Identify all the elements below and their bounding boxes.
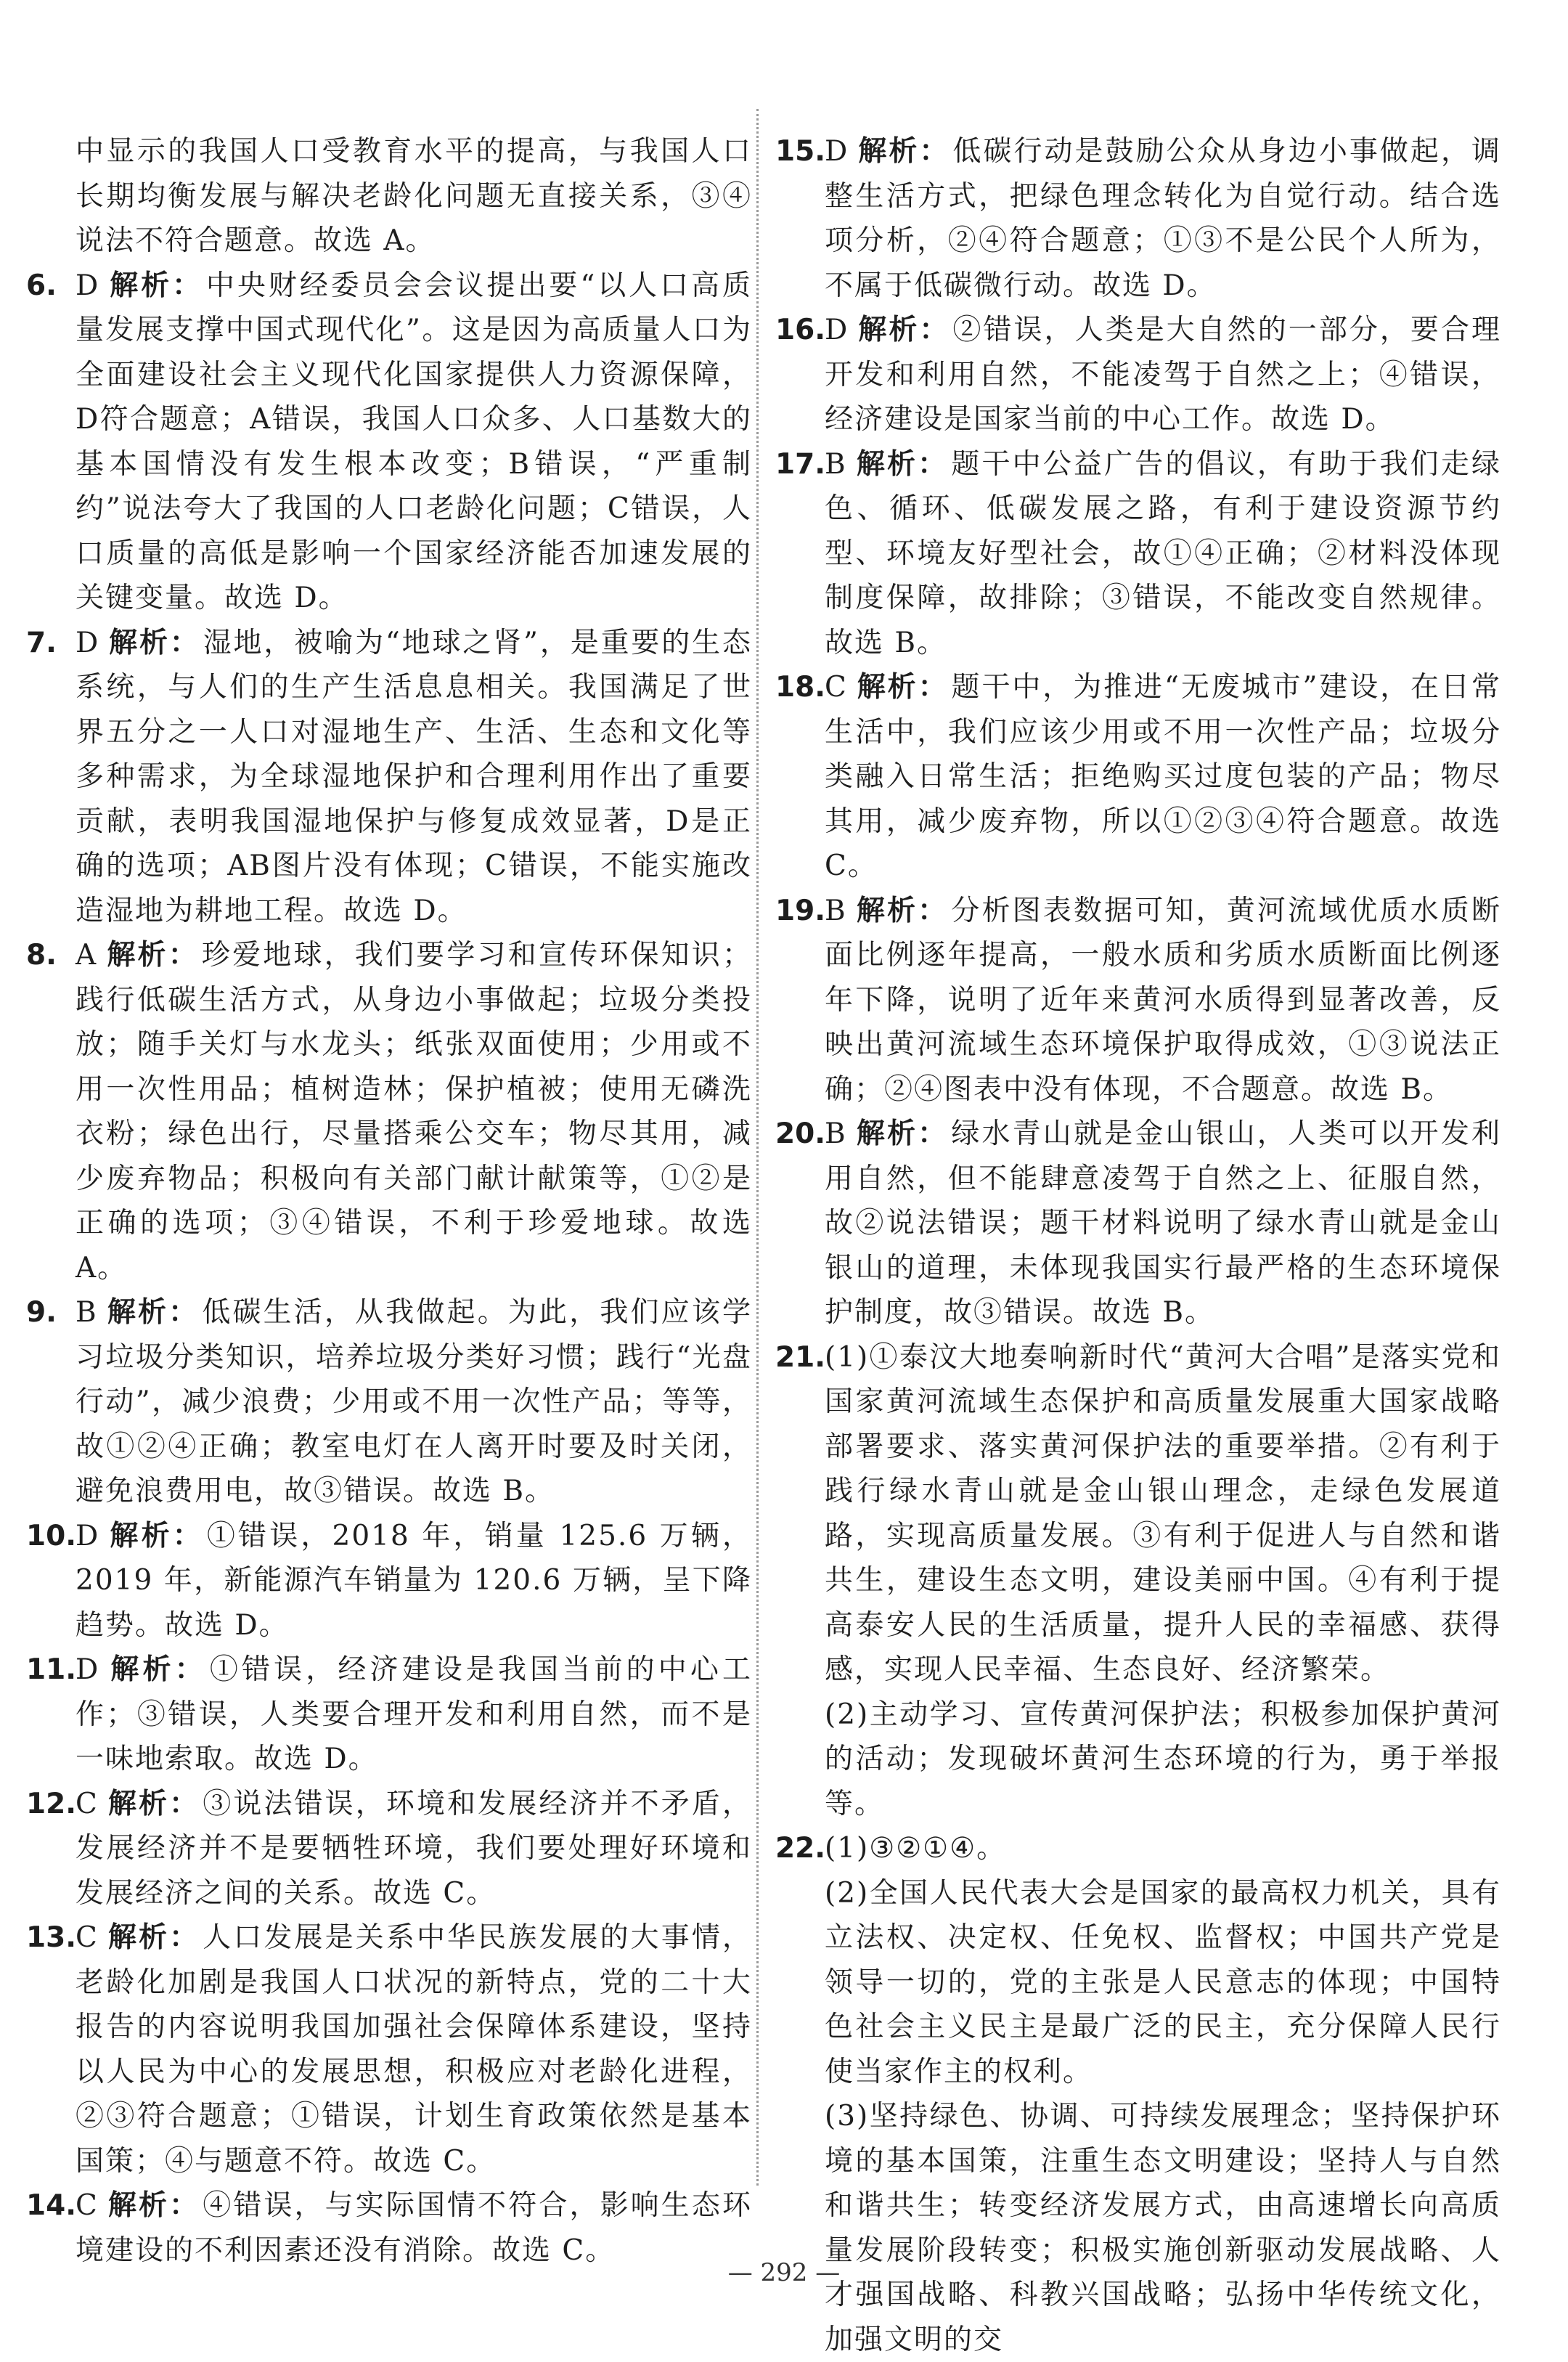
answer-text: 湿地，被喻为“地球之肾”，是重要的生态系统，与人们的生产生活息息相关。我国满足了世界五分之一人口对湿地生产、生活、生态和文化等多种需求，为全球湿地保护和合理利用作出了重要贡献，表明我国湿地保护与修复成效显著，D是正确的选项；AB图片没有体现；C错误，不能实施改造湿地为耕地工程。故选 D。: [75, 626, 752, 927]
analysis-label: 解析：: [855, 1117, 949, 1150]
answer-part-1: (1)③②①④。: [825, 1832, 1007, 1865]
answer-text: 中显示的我国人口受教育水平的提高，与我国人口长期均衡发展与解决老龄化问题无直接关系，③④说法不符合题意。故选 A。: [75, 135, 752, 257]
answer-choice: D: [825, 314, 848, 346]
answer-text: 人口发展是关系中华民族发展的大事情，老龄化加剧是我国人口状况的新特点，党的二十大报告的内容说明我国加强社会保障体系建设，坚持以人民为中心的发展思想，积极应对老龄化进程，②③符合题意；①错误，计划生育政策依然是基本国策；④与题意不符。故选 C。: [75, 1921, 752, 2178]
answer-6: [26, 264, 752, 621]
analysis-label: 解析：: [106, 1296, 200, 1329]
answer-text: ①错误，2018 年，销量 125.6 万辆，2019 年，新能源汽车销量为 120.6 万辆，呈下降趋势。故选 D。: [75, 1519, 752, 1642]
answer-choice: D: [75, 626, 99, 659]
question-number: 14.: [26, 2189, 77, 2222]
answer-choice: A: [75, 939, 97, 972]
answer-choice: D: [75, 1653, 99, 1686]
answer-21: [775, 1335, 1501, 1827]
analysis-label: 解析：: [857, 135, 950, 168]
answer-text: 低碳生活，从我做起。为此，我们应该学习垃圾分类知识，培养垃圾分类好习惯；践行“光盘行动”，减少浪费；少用或不用一次性产品；等等，故①②④正确；教室电灯在人离开时要及时关闭，避免浪费用电，故③错误。故选 B。: [75, 1296, 752, 1507]
answer-text: ②错误，人类是大自然的一部分，要合理开发和利用自然，不能凌驾于自然之上；④错误，经济建设是国家当前的中心工作。故选 D。: [825, 314, 1501, 436]
answer-choice: D: [75, 269, 99, 302]
answer-choice: C: [75, 1921, 97, 1954]
column-divider: [756, 109, 759, 2186]
answer-choice: B: [825, 447, 846, 481]
answer-text: ④错误，与实际国情不符合，影响生态环境建设的不利因素还没有消除。故选 C。: [75, 2189, 752, 2267]
answer-choice: B: [75, 1296, 97, 1329]
answer-7: [26, 621, 752, 934]
analysis-label: 解析：: [855, 447, 949, 481]
answer-15: [775, 129, 1501, 308]
question-number: 10.: [26, 1519, 77, 1552]
question-number: 16.: [775, 314, 826, 346]
question-number: 22.: [775, 1832, 826, 1865]
right-column: [775, 129, 1501, 2362]
answer-part-1: (1)①泰汶大地奏响新时代“黄河大合唱”是落实党和国家黄河流域生态保护和高质量发展重大国家战略部署要求、落实黄河保护法的重要举措。②有利于践行绿水青山就是金山银山理念，走绿色发展道路，实现高质量发展。③有利于促进人与自然和谐共生，建设生态文明，建设美丽中国。④有利于提高泰安人民的生活质量，提升人民的幸福感、获得感，实现人民幸福、生态良好、经济繁荣。: [825, 1340, 1501, 1686]
answer-continuation: [26, 129, 752, 264]
analysis-label: 解析：: [107, 1921, 200, 1954]
analysis-label: 解析：: [108, 269, 204, 302]
question-number: 11.: [26, 1653, 77, 1686]
question-number: 15.: [775, 135, 826, 168]
question-number: 19.: [775, 894, 826, 927]
question-number: 6.: [26, 269, 57, 302]
answer-text: 中央财经委员会会议提出要“以人口高质量发展支撑中国式现代化”。这是因为高质量人口为全面建设社会主义现代化国家提供人力资源保障，D符合题意；A错误，我国人口众多、人口基数大的基本国情没有发生根本改变；B错误，“严重制约”说法夸大了我国的人口老龄化问题；C错误，人口质量的高低是影响一个国家经济能否加速发展的关键变量。故选 D。: [75, 269, 752, 614]
page-number: — 292 —: [727, 2258, 841, 2287]
question-number: 20.: [775, 1117, 826, 1150]
analysis-label: 解析：: [107, 2189, 200, 2222]
analysis-label: 解析：: [108, 626, 200, 659]
question-number: 7.: [26, 626, 57, 659]
answer-text: 绿水青山就是金山银山，人类可以开发利用自然，但不能肆意凌驾于自然之上、征服自然，故②说法错误；题干材料说明了绿水青山就是金山银山的道理，未体现我国实行最严格的生态环境保护制度，故③错误。故选 B。: [825, 1117, 1501, 1329]
analysis-label: 解析：: [855, 894, 949, 927]
question-number: 18.: [775, 671, 826, 704]
answer-13: [26, 1915, 752, 2183]
answer-12: [26, 1782, 752, 1916]
question-number: 13.: [26, 1921, 77, 1954]
analysis-label: 解析：: [107, 1787, 200, 1820]
analysis-label: 解析：: [857, 314, 950, 346]
answer-choice: D: [75, 1519, 99, 1552]
answer-part-3: (3)坚持绿色、协调、可持续发展理念；坚持保护环境的基本国策，注重生态文明建设；坚持人与自然和谐共生；转变经济发展方式，由高速增长向高质量发展阶段转变；积极实施创新驱动发展战略、人才强国战略、科教兴国战略；弘扬中华传统文化，加强文明的交: [825, 2100, 1501, 2356]
answer-9: [26, 1290, 752, 1514]
answer-8: [26, 933, 752, 1290]
answer-text: ③说法错误，环境和发展经济并不矛盾，发展经济并不是要牺牲环境，我们要处理好环境和发展经济之间的关系。故选 C。: [75, 1787, 752, 1910]
left-column: [26, 129, 752, 2273]
answer-text: 题干中，为推进“无废城市”建设，在日常生活中，我们应该少用或不用一次性产品；垃圾分类融入日常生活；拒绝购买过度包装的产品；物尽其用，减少废弃物，所以①②③④符合题意。故选 C。: [825, 671, 1501, 882]
answer-text: 题干中公益广告的倡议，有助于我们走绿色、循环、低碳发展之路，有利于建设资源节约型、环境友好型社会，故①④正确；②材料没体现制度保障，故排除；③错误，不能改变自然规律。故选 B。: [825, 447, 1501, 659]
answer-part-2: (2)全国人民代表大会是国家的最高权力机关，具有立法权、决定权、任免权、监督权；中国共产党是领导一切的，党的主张是人民意志的体现；中国特色社会主义民主是最广泛的民主，充分保障人民行使当家作主的权利。: [825, 1876, 1501, 2088]
answer-17: [775, 442, 1501, 666]
answer-choice: B: [825, 894, 846, 927]
question-number: 21.: [775, 1340, 826, 1374]
question-number: 12.: [26, 1787, 77, 1820]
answer-text: 低碳行动是鼓励公众从身边小事做起，调整生活方式，把绿色理念转化为自觉行动。结合选项分析，②④符合题意；①③不是公民个人所为，不属于低碳微行动。故选 D。: [825, 135, 1501, 302]
analysis-label: 解析：: [856, 671, 949, 704]
answer-11: [26, 1648, 752, 1782]
answer-choice: C: [75, 1787, 97, 1820]
analysis-label: 解析：: [108, 1653, 207, 1686]
answer-16: [775, 308, 1501, 442]
answer-choice: B: [825, 1117, 846, 1150]
answer-text: 珍爱地球，我们要学习和宣传环保知识；践行低碳生活方式，从身边小事做起；垃圾分类投放；随手关灯与水龙头；纸张双面使用；少用或不用一次性用品；植树造林；保护植被；使用无磷洗衣粉；绿色出行，尽量搭乘公交车；物尽其用，减少废弃物品；积极向有关部门献计献策等，①②是正确的选项；③④错误，不利于珍爱地球。故选 A。: [75, 939, 752, 1284]
answer-19: [775, 889, 1501, 1112]
answer-part-2: (2)主动学习、宣传黄河保护法；积极参加保护黄河的活动；发现破坏黄河生态环境的行为，勇于举报等。: [825, 1698, 1501, 1820]
answer-text: 分析图表数据可知，黄河流域优质水质断面比例逐年提高，一般水质和劣质水质断面比例逐年下降，说明了近年来黄河水质得到显著改善，反映出黄河流域生态环境保护取得成效，①③说法正确；②④图表中没有体现，不合题意。故选 B。: [825, 894, 1501, 1106]
analysis-label: 解析：: [108, 1519, 204, 1552]
answer-18: [775, 665, 1501, 889]
answer-choice: D: [825, 135, 848, 168]
question-number: 9.: [26, 1296, 57, 1329]
question-number: 8.: [26, 939, 57, 972]
answer-10: [26, 1514, 752, 1648]
answer-20: [775, 1112, 1501, 1335]
question-number: 17.: [775, 447, 826, 481]
answer-choice: C: [825, 671, 846, 704]
answer-text: ①错误，经济建设是我国当前的中心工作；③错误，人类要合理开发和利用自然，而不是一味地索取。故选 D。: [75, 1653, 752, 1775]
answer-choice: C: [75, 2189, 97, 2222]
analysis-label: 解析：: [106, 939, 199, 972]
